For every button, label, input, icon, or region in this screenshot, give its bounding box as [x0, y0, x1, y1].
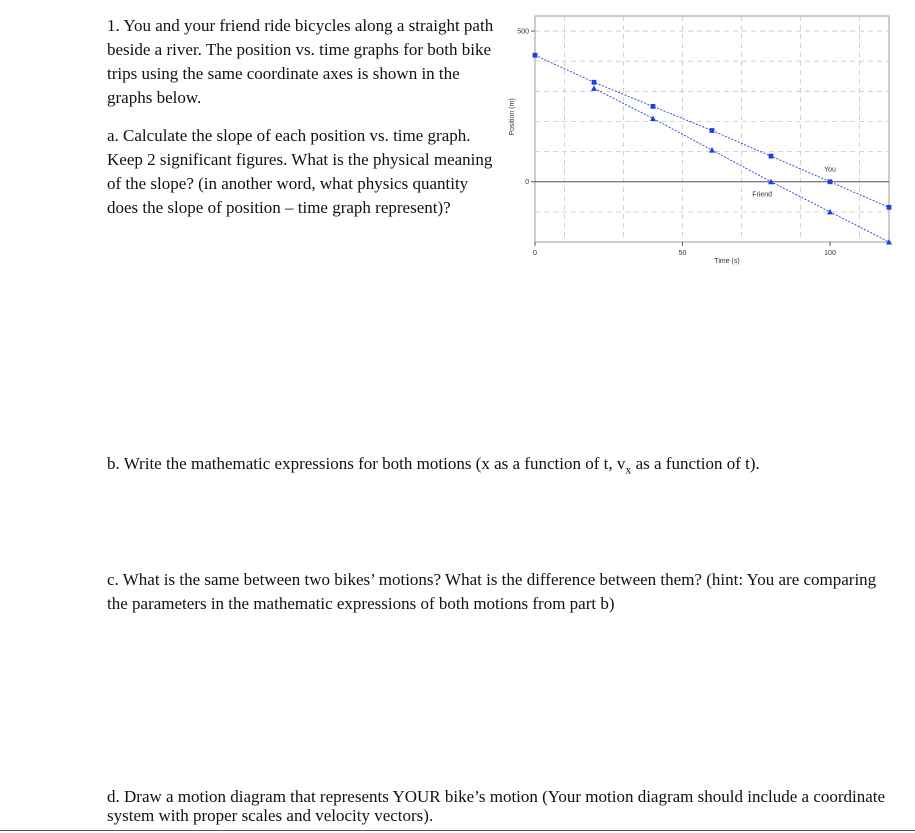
data-point-you: [887, 205, 892, 210]
y-axis-title: Position (m): [509, 98, 516, 136]
bottom-rule: [0, 830, 915, 831]
annotation-you: You: [824, 166, 836, 174]
data-point-you: [769, 154, 774, 159]
data-point-you: [710, 128, 715, 133]
y-tick-label: 0: [525, 179, 529, 187]
question-b-text-end: as a function of t).: [631, 454, 760, 473]
x-tick-label: 50: [678, 250, 687, 257]
question-d: d. Draw a motion diagram that represents YOUR bike’s motion (Your motion diagram should include a coordinate system with proper scales and velocity vectors).: [107, 787, 886, 825]
question-b-text: b. Write the mathematic expressions for both motions (x as a function of t, v: [107, 454, 626, 473]
question-c: c. What is the same between two bikes’ motions? What is the difference between them? (hint: You are comparing the parameters in the mathematic expressions of both motions from part b): [107, 570, 877, 613]
data-point-you: [828, 179, 833, 184]
data-point-you: [533, 53, 538, 58]
x-tick-label: 100: [824, 250, 836, 257]
data-point-you: [651, 104, 656, 109]
y-tick-label: 500: [517, 28, 529, 36]
x-axis-title: Time (s): [714, 258, 740, 265]
position-time-chart: [500, 10, 900, 270]
question-a: a. Calculate the slope of each position vs. time graph. Keep 2 significant figures. What is the physical meaning of the slope? (in another word, what physics quantity does the slope of position – time graph represent)?: [107, 126, 493, 217]
question-b-subscript: x: [625, 462, 632, 477]
data-point-you: [592, 80, 597, 85]
x-tick-label: 0: [533, 250, 537, 257]
question-b: [107, 452, 897, 481]
question-intro: 1. You and your friend ride bicycles along a straight path beside a river. The position vs. time graphs for both bike trips using the same coordinate axes is shown in the graphs below.: [107, 16, 494, 107]
annotation-friend: Friend: [752, 191, 773, 199]
